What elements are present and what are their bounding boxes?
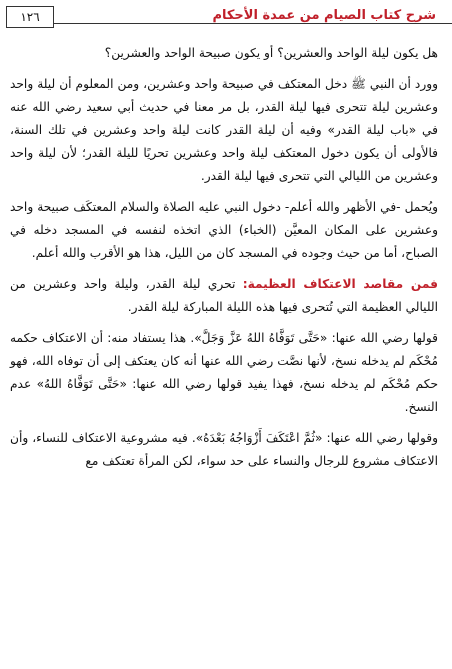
paragraph: وقولها رضي الله عنها: «ثُمَّ اعْتَكَفَ أَزْوَاجُهُ بَعْدَهُ». فيه مشروعية الاعتكاف للنساء، وأن الاعتكاف مشروع للرجال والنساء على حد سواء، لكن المرأة تعتكف مع xyxy=(10,431,438,468)
paragraph: هل يكون ليلة الواحد والعشرين؟ أو يكون صبيحة الواحد والعشرين؟ xyxy=(104,46,438,60)
paragraph: ويُحمل -في الأظهر والله أعلم- دخول النبي عليه الصلاة والسلام المعتكَف صبيحة واحد وعشرين على المكان المعيَّن (الخباء) الذي اتخذه لنفسه في المسجد دخله في الصباح، أما من حيث وجوده في المسجد كان من الليل، هذا هو الأقرب والله أعلم. xyxy=(10,200,438,260)
section-heading: فمن مقاصد الاعتكاف العظيمة: xyxy=(242,277,438,291)
header-title: شرح كتاب الصيام من عمدة الأحكام xyxy=(212,8,436,23)
paragraph: قولها رضي الله عنها: «حَتَّى تَوَفَّاهُ اللهُ عَزَّ وَجَلَّ». هذا يستفاد منه: أن الاعتكاف حكمه مُحْكَم لم يدخله نسخ، لأنها نصَّت رضي الله عنها أنه كان يعتكف إلى أن توفاه الله، فهو حكم مُحْكَم لم يدخله نسخ، فهذا يفيد قولها رضي الله عنها: «حَتَّى تَوَفَّاهُ اللهُ» عدم النسخ. xyxy=(10,331,438,414)
header-rule xyxy=(54,23,452,24)
document-body xyxy=(10,42,438,481)
page-number: ١٢٦ xyxy=(20,10,40,24)
paragraph: وورد أن النبي ﷺ دخل المعتكف في صبيحة واحد وعشرين، ومن المعلوم أن ليلة واحد وعشرين ليلة تتحرى فيها ليلة القدر، بل مر معنا في حديث أبي سعيد رضي الله عنه في «باب ليلة القدر» وفيه أن ليلة القدر كانت ليلة واحد وعشرين في تلك السنة، فالأولى أن يكون دخول المعتكف ليلة واحد وعشرين تحريًا لليلة القدر؛ لأن ليلة واحد وعشرين من الليالي التي تتحرى فيها ليلة القدر. xyxy=(10,77,438,183)
page-number-box xyxy=(6,6,54,28)
page-header xyxy=(0,0,452,34)
paragraph-text: تحري ليلة القدر، وليلة واحد وعشرين من الليالي العظيمة التي تُتحرى فيها هذه الليلة المباركة ليلة القدر. xyxy=(10,277,438,314)
paragraph xyxy=(10,273,438,319)
